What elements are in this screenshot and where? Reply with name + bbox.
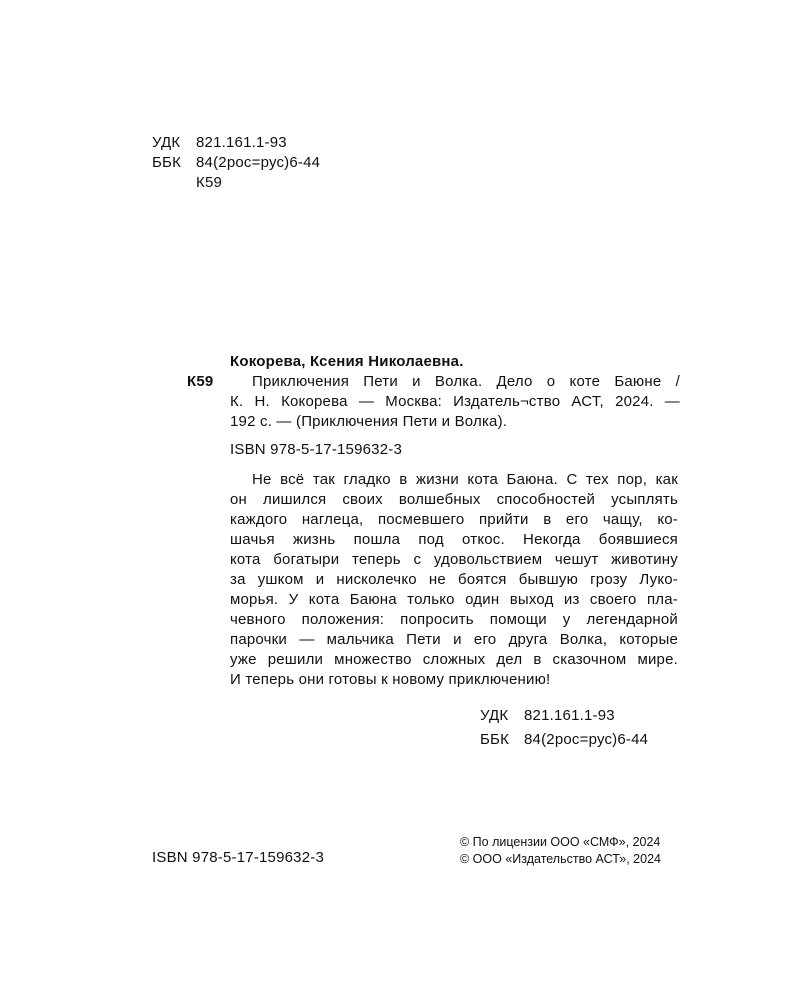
bottom-bbk-value: 84(2рос=рус)6-44 <box>524 731 649 748</box>
bottom-udk-label: УДК <box>480 707 509 724</box>
annotation-line: он лишился своих волшебных способностей усыплять <box>230 491 678 508</box>
entry-line: Приключения Пети и Волка. Дело о коте Баюне / <box>252 373 680 390</box>
footer-copyright-2: © ООО «Издательство АСТ», 2024 <box>460 852 661 866</box>
top-udk-row <box>152 133 320 153</box>
annotation-line: шачья жизнь пошла под откос. Некогда боявшиеся <box>230 531 678 548</box>
bottom-udk-row <box>480 706 648 726</box>
entry-isbn: ISBN 978-5-17-159632-3 <box>230 441 403 458</box>
top-udk-label: УДК <box>152 134 181 151</box>
annotation-line: парочки — мальчика Пети и его друга Волка, которые <box>230 631 678 648</box>
entry-line: 192 с. — (Приключения Пети и Волка). <box>230 413 508 430</box>
footer-copyright-1: © По лицензии ООО «СМФ», 2024 <box>460 835 661 849</box>
annotation <box>230 470 678 690</box>
annotation-line: кота богатыри теперь с удовольствием чешут животину <box>230 551 678 568</box>
annotation-line: И теперь они готовы к новому приключению! <box>230 671 551 688</box>
entry-line: К. Н. Кокорева — Москва: Издатель¬ство АСТ, 2024. — <box>230 393 680 410</box>
annotation-line: Не всё так гладко в жизни кота Баюна. С тех пор, как <box>252 471 678 488</box>
top-classification-block <box>152 133 320 193</box>
top-author-mark-row <box>152 173 320 193</box>
annotation-line: уже решили множество сложных дел в сказочном мире. <box>230 651 678 668</box>
entry-author-mark: К59 <box>187 373 214 390</box>
entry-description <box>230 372 680 432</box>
bottom-bbk-row <box>480 730 648 750</box>
annotation-line: морья. У кота Баюна только один выход из своего пла- <box>230 591 678 608</box>
annotation-line: за ушком и нисколечко не боятся бывшую грозу Луко- <box>230 571 678 588</box>
annotation-line: каждого наглеца, посмевшего прийти в его чащу, ко- <box>230 511 678 528</box>
top-udk-value: 821.161.1-93 <box>196 134 287 151</box>
top-bbk-label: ББК <box>152 154 182 171</box>
top-bbk-value: 84(2рос=рус)6-44 <box>196 154 321 171</box>
bottom-classification-block <box>480 706 648 750</box>
top-bbk-row <box>152 153 320 173</box>
bottom-udk-value: 821.161.1-93 <box>524 707 615 724</box>
top-author-mark: К59 <box>196 174 223 191</box>
footer-isbn: ISBN 978-5-17-159632-3 <box>152 849 325 866</box>
annotation-line: чевного положения: попросить помощи у легендарной <box>230 611 678 628</box>
bottom-bbk-label: ББК <box>480 731 510 748</box>
entry-author: Кокорева, Ксения Николаевна. <box>230 353 464 370</box>
